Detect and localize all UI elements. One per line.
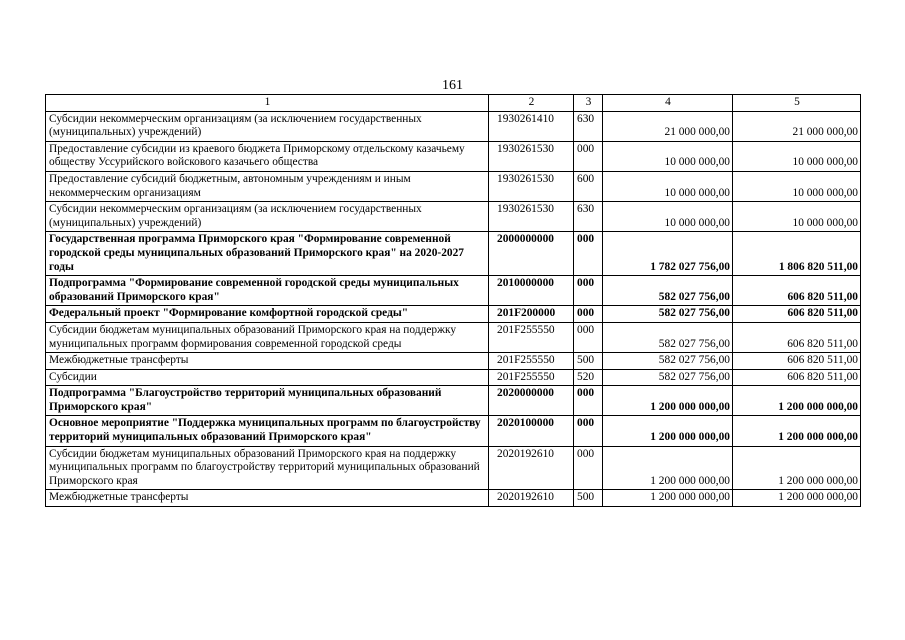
row-code: 201F255550 <box>489 369 574 386</box>
row-type: 000 <box>574 416 603 446</box>
row-value-col4: 1 200 000 000,00 <box>603 386 733 416</box>
row-value-col4: 10 000 000,00 <box>603 141 733 171</box>
row-type: 000 <box>574 322 603 352</box>
row-value-col5: 606 820 511,00 <box>733 322 861 352</box>
row-value-col4: 1 200 000 000,00 <box>603 490 733 507</box>
table-row <box>46 111 861 141</box>
row-value-col4: 21 000 000,00 <box>603 111 733 141</box>
row-code: 1930261530 <box>489 202 574 232</box>
row-code: 2020192610 <box>489 446 574 490</box>
row-code: 201F255550 <box>489 322 574 352</box>
column-header: 2 <box>489 95 574 112</box>
row-type: 500 <box>574 353 603 370</box>
column-header: 3 <box>574 95 603 112</box>
column-header: 5 <box>733 95 861 112</box>
row-name: Государственная программа Приморского края "Формирование современной городской среды муниципальных образований Приморского края" на 2020-2027 годы <box>46 232 489 276</box>
column-header: 4 <box>603 95 733 112</box>
row-code: 2020000000 <box>489 386 574 416</box>
row-code: 201F200000 <box>489 306 574 323</box>
row-name: Межбюджетные трансферты <box>46 353 489 370</box>
row-type: 000 <box>574 276 603 306</box>
table-row <box>46 306 861 323</box>
row-name: Субсидии некоммерческим организациям (за исключением государственных (муниципальных) учреждений) <box>46 202 489 232</box>
row-name: Основное мероприятие "Поддержка муниципальных программ по благоустройству территорий муниципальных образований Приморского края" <box>46 416 489 446</box>
row-name: Субсидии <box>46 369 489 386</box>
row-value-col5: 606 820 511,00 <box>733 306 861 323</box>
row-code: 2000000000 <box>489 232 574 276</box>
row-name: Предоставление субсидии из краевого бюджета Приморскому отдельскому казачьему обществу Уссурийского войскового казачьего общества <box>46 141 489 171</box>
row-code: 2010000000 <box>489 276 574 306</box>
row-value-col5: 606 820 511,00 <box>733 276 861 306</box>
page-number: 161 <box>442 78 463 93</box>
row-type: 000 <box>574 446 603 490</box>
row-code: 1930261530 <box>489 171 574 201</box>
row-name: Субсидии бюджетам муниципальных образований Приморского края на поддержку муниципальных программ по благоустройству территорий муниципальных образований Приморского края <box>46 446 489 490</box>
row-value-col5: 606 820 511,00 <box>733 353 861 370</box>
row-name: Субсидии некоммерческим организациям (за исключением государственных (муниципальных) учреждений) <box>46 111 489 141</box>
row-type: 630 <box>574 111 603 141</box>
row-value-col5: 10 000 000,00 <box>733 202 861 232</box>
table-row <box>46 490 861 507</box>
row-value-col5: 1 200 000 000,00 <box>733 490 861 507</box>
table-row <box>46 446 861 490</box>
row-value-col5: 10 000 000,00 <box>733 171 861 201</box>
header-row <box>46 95 861 112</box>
row-name: Подпрограмма "Формирование современной городской среды муниципальных образований Приморского края" <box>46 276 489 306</box>
row-name: Предоставление субсидий бюджетным, автономным учреждениям и иным некоммерческим организациям <box>46 171 489 201</box>
row-value-col4: 1 782 027 756,00 <box>603 232 733 276</box>
row-name: Подпрограмма "Благоустройство территорий муниципальных образований Приморского края" <box>46 386 489 416</box>
row-value-col5: 1 200 000 000,00 <box>733 416 861 446</box>
column-header: 1 <box>46 95 489 112</box>
row-value-col5: 10 000 000,00 <box>733 141 861 171</box>
row-value-col4: 582 027 756,00 <box>603 353 733 370</box>
row-name: Межбюджетные трансферты <box>46 490 489 507</box>
table-row <box>46 416 861 446</box>
row-type: 630 <box>574 202 603 232</box>
row-value-col4: 1 200 000 000,00 <box>603 416 733 446</box>
budget-table <box>45 94 861 507</box>
row-value-col4: 582 027 756,00 <box>603 369 733 386</box>
row-type: 500 <box>574 490 603 507</box>
row-type: 000 <box>574 232 603 276</box>
row-value-col5: 1 806 820 511,00 <box>733 232 861 276</box>
table-row <box>46 141 861 171</box>
row-value-col4: 10 000 000,00 <box>603 202 733 232</box>
row-type: 520 <box>574 369 603 386</box>
row-type: 000 <box>574 386 603 416</box>
table-row <box>46 232 861 276</box>
row-value-col4: 1 200 000 000,00 <box>603 446 733 490</box>
table-row <box>46 322 861 352</box>
row-code: 1930261530 <box>489 141 574 171</box>
row-value-col4: 582 027 756,00 <box>603 322 733 352</box>
row-type: 600 <box>574 171 603 201</box>
row-code: 2020100000 <box>489 416 574 446</box>
table-row <box>46 353 861 370</box>
table-row <box>46 202 861 232</box>
row-value-col5: 1 200 000 000,00 <box>733 446 861 490</box>
row-code: 2020192610 <box>489 490 574 507</box>
row-value-col5: 606 820 511,00 <box>733 369 861 386</box>
row-code: 201F255550 <box>489 353 574 370</box>
row-value-col5: 21 000 000,00 <box>733 111 861 141</box>
table-row <box>46 171 861 201</box>
row-value-col4: 10 000 000,00 <box>603 171 733 201</box>
table-row <box>46 276 861 306</box>
row-value-col4: 582 027 756,00 <box>603 276 733 306</box>
row-type: 000 <box>574 141 603 171</box>
table-row <box>46 386 861 416</box>
row-value-col4: 582 027 756,00 <box>603 306 733 323</box>
row-code: 1930261410 <box>489 111 574 141</box>
row-name: Субсидии бюджетам муниципальных образований Приморского края на поддержку муниципальных программ формирования современной городской среды <box>46 322 489 352</box>
row-name: Федеральный проект "Формирование комфортной городской среды" <box>46 306 489 323</box>
row-type: 000 <box>574 306 603 323</box>
table-row <box>46 369 861 386</box>
row-value-col5: 1 200 000 000,00 <box>733 386 861 416</box>
